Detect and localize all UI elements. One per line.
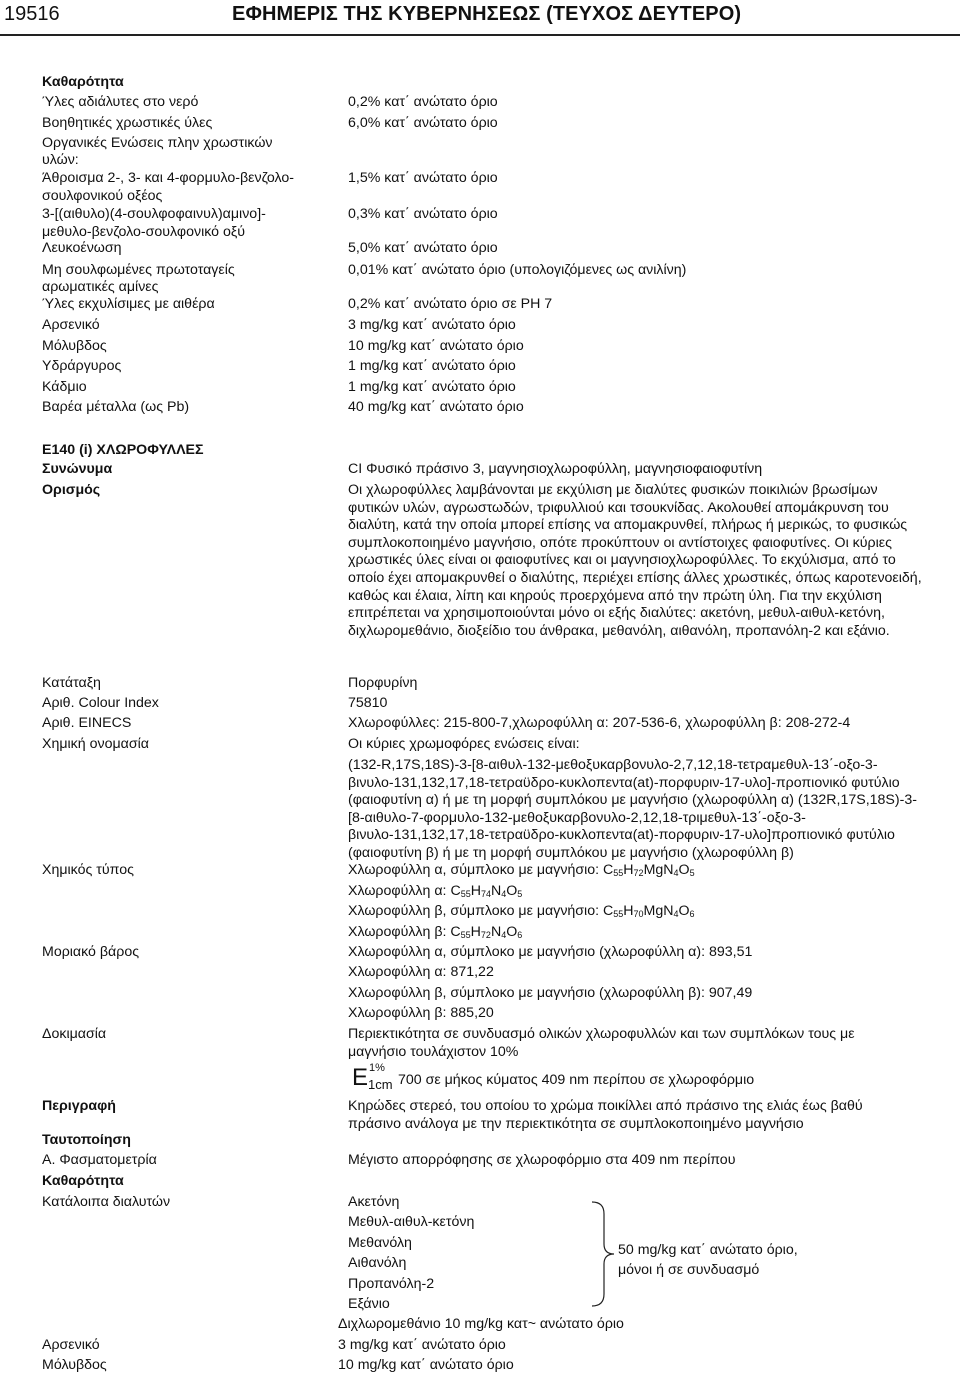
solvent-limit-line-2: μόνοι ή σε συνδυασμό xyxy=(618,1262,760,1278)
chemical-formula: $C_{55}H_{72}MgN_4O_5$ xyxy=(603,862,695,878)
solvent-item: Αιθανόλη xyxy=(348,1255,407,1271)
page-number: 19516 xyxy=(4,3,60,25)
purity-row-label: μεθυλο-βενζολο-σουλφονικό οξύ xyxy=(42,224,245,240)
gazette-title: ΕΦΗΜΕΡΙΣ ΤΗΣ ΚΥΒΕΡΝΗΣΕΩΣ (ΤΕΥΧΟΣ ΔΕΥΤΕΡΟ) xyxy=(232,3,742,25)
purity-row-value: 0,3% κατ΄ ανώτατο όριο xyxy=(348,206,498,222)
purity-label: Καθαρότητα xyxy=(42,1173,124,1189)
purity-row-label: αρωματικές αμίνες xyxy=(42,279,159,295)
purity-row-value: 6,0% κατ΄ ανώτατο όριο xyxy=(348,115,498,131)
synonyms-label: Συνώνυμα xyxy=(42,461,113,477)
purity-row-label: Βοηθητικές χρωστικές ύλες xyxy=(42,115,213,131)
purity-row-value: 5,0% κατ΄ ανώτατο όριο xyxy=(348,240,498,256)
purity-row-value: 1,5% κατ΄ ανώτατο όριο xyxy=(348,170,498,186)
purity-row-value: 1 mg/kg κατ΄ ανώτατο όριο xyxy=(348,379,516,395)
assay-text: Περιεκτικότητα σε συνδυασμό ολικών χλωροφυλλών και των συμπλόκων τους με μαγνήσιο τουλάχιστον 10% xyxy=(348,1026,855,1060)
arsenic-label: Αρσενικό xyxy=(42,1337,100,1353)
mw-line-3: Χλωροφύλλη β, σύμπλοκο με μαγνήσιο (χλωροφύλλη β): 907,49 xyxy=(348,985,753,1001)
dichloromethane-limit: Διχλωρομεθάνιο 10 mg/kg κατ~ ανώτατο όριο xyxy=(338,1316,624,1332)
purity-row-label: Κάδμιο xyxy=(42,379,87,395)
purity-row-label: Άθροισμα 2-, 3- και 4-φορμυλο-βενζολο- xyxy=(42,170,295,186)
purity-row-value: 0,01% κατ΄ ανώτατο όριο (υπολογιζόμενες ως ανιλίνη) xyxy=(348,262,687,278)
purity-row-label: Ύλες αδιάλυτες στο νερό xyxy=(42,94,199,110)
solvent-item: Εξάνιο xyxy=(348,1296,390,1312)
assay-label: Δοκιμασία xyxy=(42,1026,107,1042)
definition-label: Ορισμός xyxy=(42,482,101,498)
purity-row-label: Λευκοένωση xyxy=(42,240,122,256)
mw-line-1: Χλωροφύλλη α, σύμπλοκο με μαγνήσιο (χλωροφύλλη α): 893,51 xyxy=(348,944,753,960)
einecs-value: Χλωροφύλλες: 215-800-7,χλωροφύλλη α: 207-536-6, χλωροφύλλη β: 208-272-4 xyxy=(348,715,851,731)
formula-line-4 xyxy=(348,924,522,942)
purity-row-label: Μη σουλφωμένες πρωτοταγείς xyxy=(42,262,235,278)
purity-row-label: Ύλες εκχυλίσιμες με αιθέρα xyxy=(42,296,215,312)
description-label: Περιγραφή xyxy=(42,1098,116,1114)
purity-row-value: 3 mg/kg κατ΄ ανώτατο όριο xyxy=(348,317,516,333)
formula-prefix: Χλωροφύλλη α: xyxy=(348,883,451,899)
formula-label: Χημικός τύπος xyxy=(42,862,134,878)
molecular-weight-label: Μοριακό βάρος xyxy=(42,944,140,960)
purity-row-value: 0,2% κατ΄ ανώτατο όριο σε PH 7 xyxy=(348,296,553,312)
section-title: E140 (i) ΧΛΩΡΟΦΥΛΛΕΣ xyxy=(42,442,204,458)
formula-line-1 xyxy=(348,862,695,880)
colour-index-label: Αριθ. Colour Index xyxy=(42,695,159,711)
mw-line-2: Χλωροφύλλη α: 871,22 xyxy=(348,964,494,980)
chemical-formula: $C_{55}H_{74}N_4O_5$ xyxy=(450,883,523,899)
synonyms-value: CI Φυσικό πράσινο 3, μαγνησιοχλωροφύλλη, μαγνησιοφαιοφυτίνη xyxy=(348,461,763,477)
purity-heading: Καθαρότητα xyxy=(42,74,124,90)
purity-row-label: υλών: xyxy=(42,152,79,168)
extinction-symbol: E 1% 1cm xyxy=(352,1062,393,1092)
chemical-formula: $C_{55}H_{72}N_4O_6$ xyxy=(450,924,523,940)
chemical-formula: $C_{55}H_{70}MgN_4O_6$ xyxy=(602,903,695,919)
purity-row-value: 40 mg/kg κατ΄ ανώτατο όριο xyxy=(348,399,524,415)
classification-label: Κατάταξη xyxy=(42,675,101,691)
solvent-item: Μεθυλ-αιθυλ-κετόνη xyxy=(348,1214,475,1230)
formula-prefix: Χλωροφύλλη α, σύμπλοκο με μαγνήσιο: xyxy=(348,862,604,878)
purity-row-label: Βαρέα μέταλλα (ως Pb) xyxy=(42,399,190,415)
chemical-name-intro: Οι κύριες χρωμοφόρες ενώσεις είναι: xyxy=(348,736,580,752)
purity-row-value: 1 mg/kg κατ΄ ανώτατο όριο xyxy=(348,358,516,374)
identification-label: Ταυτοποίηση xyxy=(42,1132,131,1148)
mw-line-4: Χλωροφύλλη β: 885,20 xyxy=(348,1005,494,1021)
purity-row-value: 0,2% κατ΄ ανώτατο όριο xyxy=(348,94,498,110)
purity-row-value: 10 mg/kg κατ΄ ανώτατο όριο xyxy=(348,338,524,354)
solvent-limit-line-1: 50 mg/kg κατ΄ ανώτατο όριο, xyxy=(618,1242,798,1258)
description-text: Κηρώδες στερεό, του οποίου το χρώμα ποικίλλει από πράσινο της ελιάς έως βαθύ πράσινο ανάλογα με την περιεκτικότητα σε συμπλοκοποιημένο μαγνήσιο xyxy=(348,1098,863,1132)
solvent-item: Ακετόνη xyxy=(348,1194,400,1210)
solvent-item: Προπανόλη-2 xyxy=(348,1276,435,1292)
formula-line-2 xyxy=(348,883,522,901)
page-header xyxy=(0,0,960,32)
chemical-name-label: Χημική ονομασία xyxy=(42,736,149,752)
purity-row-label: Μόλυβδος xyxy=(42,338,107,354)
lead-label: Μόλυβδος xyxy=(42,1357,107,1373)
colour-index-value: 75810 xyxy=(348,695,388,711)
arsenic-value: 3 mg/kg κατ΄ ανώτατο όριο xyxy=(338,1337,506,1353)
formula-prefix: Χλωροφύλλη β, σύμπλοκο με μαγνήσιο: xyxy=(348,903,603,919)
extinction-text: 700 σε μήκος κύματος 409 nm περίπου σε χλωροφόρμιο xyxy=(398,1072,755,1088)
definition-text: Οι χλωροφύλλες λαμβάνονται με εκχύλιση με διαλύτες φυσικών ποικιλιών βρωσίμων φυτικών υλών, αγρωστωδών, τριφυλλιού και τσουκνίδας. Ακολουθεί απομάκρυνση του διαλύτη, κατά την οποία μπορεί επίσης να απομακρυνθεί, πλήρως ή μερικώς, το φυσικώς συμπλοκοποιημένο μαγνήσιο, οπότε προκύπτουν οι αντίστοιχες φαιοφυτίνες. Οι κύριες χρωστικές ύλες είναι οι φαιοφυτίνες και οι μαγνησιοχλωροφύλλες. Το εκχύλισμα, από το οποίο έχει απομακρυνθεί ο διαλύτης, περιέχει επίσης άλλες χρωστικές, όπως καροτενοειδή, καθώς και έλαια, λίπη και κηρούς προερχόμενα από την πρώτη ύλη. Για την εκχύλιση επιτρέπεται να χρησιμοποιούνται μόνο οι εξής διαλύτες: ακετόνη, μεθυλ-αιθυλ-κετόνη, διχλωρομεθάνιο, διοξείδιο του άνθρακα, μεθανόλη, αιθανόλη, προπανόλη-2 και εξάνιο. xyxy=(348,482,922,639)
classification-value: Πορφυρίνη xyxy=(348,675,418,691)
spectrometry-value: Μέγιστο απορρόφησης σε χλωροφόρμιο στα 409 nm περίπου xyxy=(348,1152,736,1168)
einecs-label: Αριθ. EINECS xyxy=(42,715,132,731)
spectrometry-label: Α. Φασματομετρία xyxy=(42,1152,157,1168)
solvent-limit-note xyxy=(618,1240,798,1280)
purity-row-label: 3-[(αιθυλο)(4-σουλφοφαινυλ)αμινο]- xyxy=(42,206,266,222)
purity-row-label: Αρσενικό xyxy=(42,317,100,333)
purity-row-label: Οργανικές Ενώσεις πλην χρωστικών xyxy=(42,135,273,151)
solvent-item: Μεθανόλη xyxy=(348,1235,412,1251)
solvent-residues-label: Κατάλοιπα διαλυτών xyxy=(42,1194,171,1210)
formula-line-3 xyxy=(348,903,695,921)
formula-prefix: Χλωροφύλλη β: xyxy=(348,924,451,940)
right-brace-icon xyxy=(590,1200,620,1310)
purity-row-label: σουλφονικού οξέος xyxy=(42,188,163,204)
header-rule xyxy=(0,34,960,36)
lead-value: 10 mg/kg κατ΄ ανώτατο όριο xyxy=(338,1357,514,1373)
purity-row-label: Υδράργυρος xyxy=(42,358,122,374)
chemical-name-text: (132-R,17S,18S)-3-[8-αιθυλ-132-μεθοξυκαρβονυλο-2,7,12,18-τετραμεθυλ-13΄-οξο-3-βινυλο-131,132,17,18-τετραϋδρο-κυκλοπεντα(at)-πορφυριν-17-υλο]-προπιονικό φυτύλιο (φαιοφυτίνη α) ή με τη μορφή συμπλόκου με μαγνήσιο (χλωροφύλλη α) (132R,17S,18S)-3-[8-αιθυλο-7-φορμυλο-132-μεθοξυκαρβονυλο-2,12,18-τριμεθυλ-13΄-οξο-3-βινυλο-131,132,17,18-τετραϋδρο-κυκλοπεντα(at)-πορφυριν-17-υλο]προπιονικό φυτύλιο (φαιοφυτίνη β) ή με τη μορφή συμπλόκου με μαγνήσιο (χλωροφύλλη β) xyxy=(348,757,917,861)
